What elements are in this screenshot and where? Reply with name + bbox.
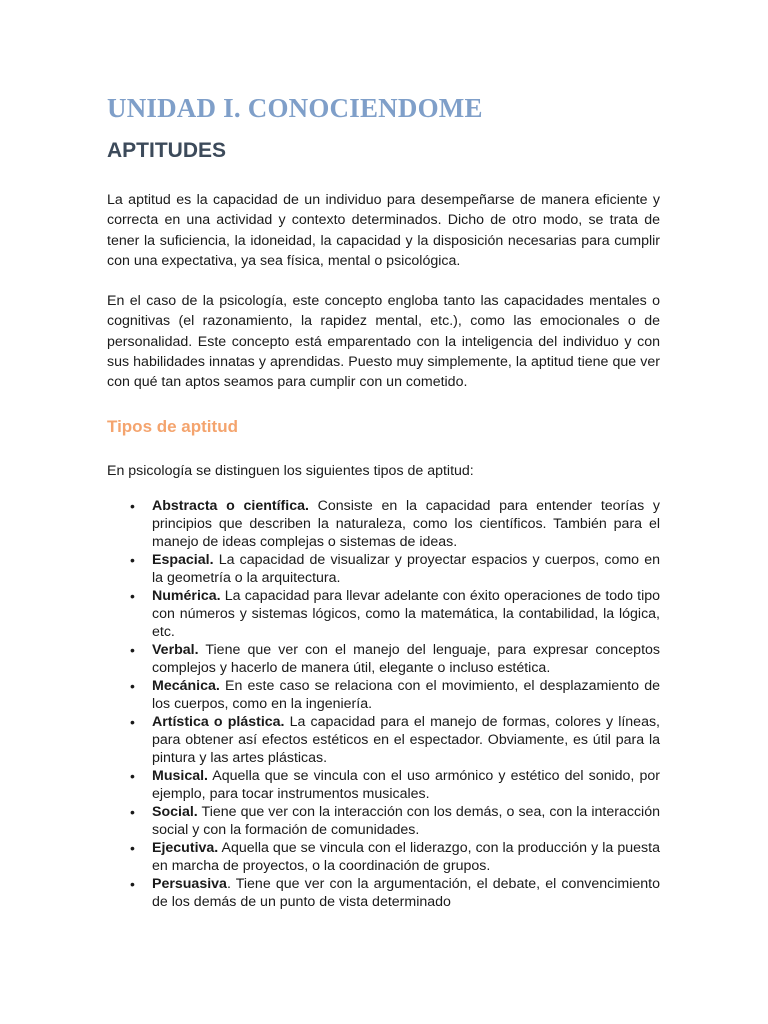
list-item-text: La capacidad para llevar adelante con éxito operaciones de todo tipo con números y sistemas lógicos, como la matemática, la contabilidad, la lógica, etc. bbox=[152, 587, 660, 640]
list-item-text: . Tiene que ver con la argumentación, el debate, el convencimiento de los demás de un punto de vista determinado bbox=[152, 875, 660, 910]
document-page bbox=[107, 88, 660, 911]
list-item-text: Aquella que se vincula con el uso armónico y estético del sonido, por ejemplo, para tocar instrumentos musicales. bbox=[152, 767, 660, 802]
list-item-term: Social. bbox=[152, 803, 198, 820]
list-item-text: Consiste en la capacidad para entender teorías y principios que describen la naturaleza, como los científicos. También para el manejo de ideas complejas o sistemas de ideas. bbox=[152, 497, 660, 550]
list-item-text: La capacidad de visualizar y proyectar espacios y cuerpos, como en la geometría o la arquitectura. bbox=[152, 551, 660, 586]
list-item bbox=[107, 713, 660, 767]
list-item-term: Abstracta o científica. bbox=[152, 497, 309, 514]
list-item-term: Musical. bbox=[152, 767, 208, 784]
list-item bbox=[107, 875, 660, 911]
list-item bbox=[107, 587, 660, 641]
list-item bbox=[107, 497, 660, 551]
list-item-text: Tiene que ver con el manejo del lenguaje, para expresar conceptos complejos y hacerlo de manera útil, elegante o incluso estética. bbox=[152, 641, 660, 676]
bullet-icon: • bbox=[130, 587, 135, 604]
bullet-icon: • bbox=[130, 803, 135, 820]
bullet-icon: • bbox=[130, 677, 135, 694]
list-item-term: Espacial. bbox=[152, 551, 214, 568]
list-item-term: Numérica. bbox=[152, 587, 221, 604]
list-item bbox=[107, 551, 660, 587]
bullet-icon: • bbox=[130, 875, 135, 892]
section-title: APTITUDES bbox=[107, 139, 227, 162]
bullet-icon: • bbox=[130, 551, 135, 568]
list-item bbox=[107, 839, 660, 875]
list-item-term: Ejecutiva. bbox=[152, 839, 219, 856]
unit-title: UNIDAD I. CONOCIENDOME bbox=[107, 93, 483, 123]
list-item-term: Verbal. bbox=[152, 641, 199, 658]
aptitude-types-list bbox=[107, 497, 660, 911]
list-item-term: Artística o plástica. bbox=[152, 713, 285, 730]
paragraph-psychology: En el caso de la psicología, este concepto engloba tanto las capacidades mentales o cognitivas (el razonamiento, la rapidez mental, etc.), como las emocionales o de personalidad. Este concepto está emparentado con la inteligencia del individuo y con sus habilidades innatas y aprendidas. Puesto muy simplemente, la aptitud tiene que ver con qué tan aptos seamos para cumplir con un cometido. bbox=[107, 293, 660, 391]
bullet-icon: • bbox=[130, 641, 135, 658]
list-item bbox=[107, 803, 660, 839]
types-intro: En psicología se distinguen los siguientes tipos de aptitud: bbox=[107, 462, 474, 479]
paragraph-definition: La aptitud es la capacidad de un individuo para desempeñarse de manera eficiente y correcta en una actividad y contexto determinados. Dicho de otro modo, se trata de tener la suficiencia, la idoneidad, la capacidad y la disposición necesarias para cumplir con una expectativa, ya sea física, mental o psicológica. bbox=[107, 192, 660, 269]
bullet-icon: • bbox=[130, 839, 135, 856]
bullet-icon: • bbox=[130, 497, 135, 514]
list-item bbox=[107, 677, 660, 713]
list-item-term: Persuasiva bbox=[152, 875, 227, 892]
list-item bbox=[107, 767, 660, 803]
list-item-term: Mecánica. bbox=[152, 677, 220, 694]
list-item bbox=[107, 641, 660, 677]
list-item-text: La capacidad para el manejo de formas, colores y líneas, para obtener así efectos estéticos en el espectador. Obviamente, es útil para la pintura y las artes plásticas. bbox=[152, 713, 661, 766]
bullet-icon: • bbox=[130, 713, 135, 730]
subheading-types: Tipos de aptitud bbox=[107, 416, 238, 436]
list-item-text: En este caso se relaciona con el movimiento, el desplazamiento de los cuerpos, como en la ingeniería. bbox=[152, 677, 660, 712]
list-item-text: Aquella que se vincula con el liderazgo, con la producción y la puesta en marcha de proyectos, o la coordinación de grupos. bbox=[152, 839, 660, 874]
bullet-icon: • bbox=[130, 767, 135, 784]
list-item-text: Tiene que ver con la interacción con los demás, o sea, con la interacción social y con la formación de comunidades. bbox=[152, 803, 660, 838]
